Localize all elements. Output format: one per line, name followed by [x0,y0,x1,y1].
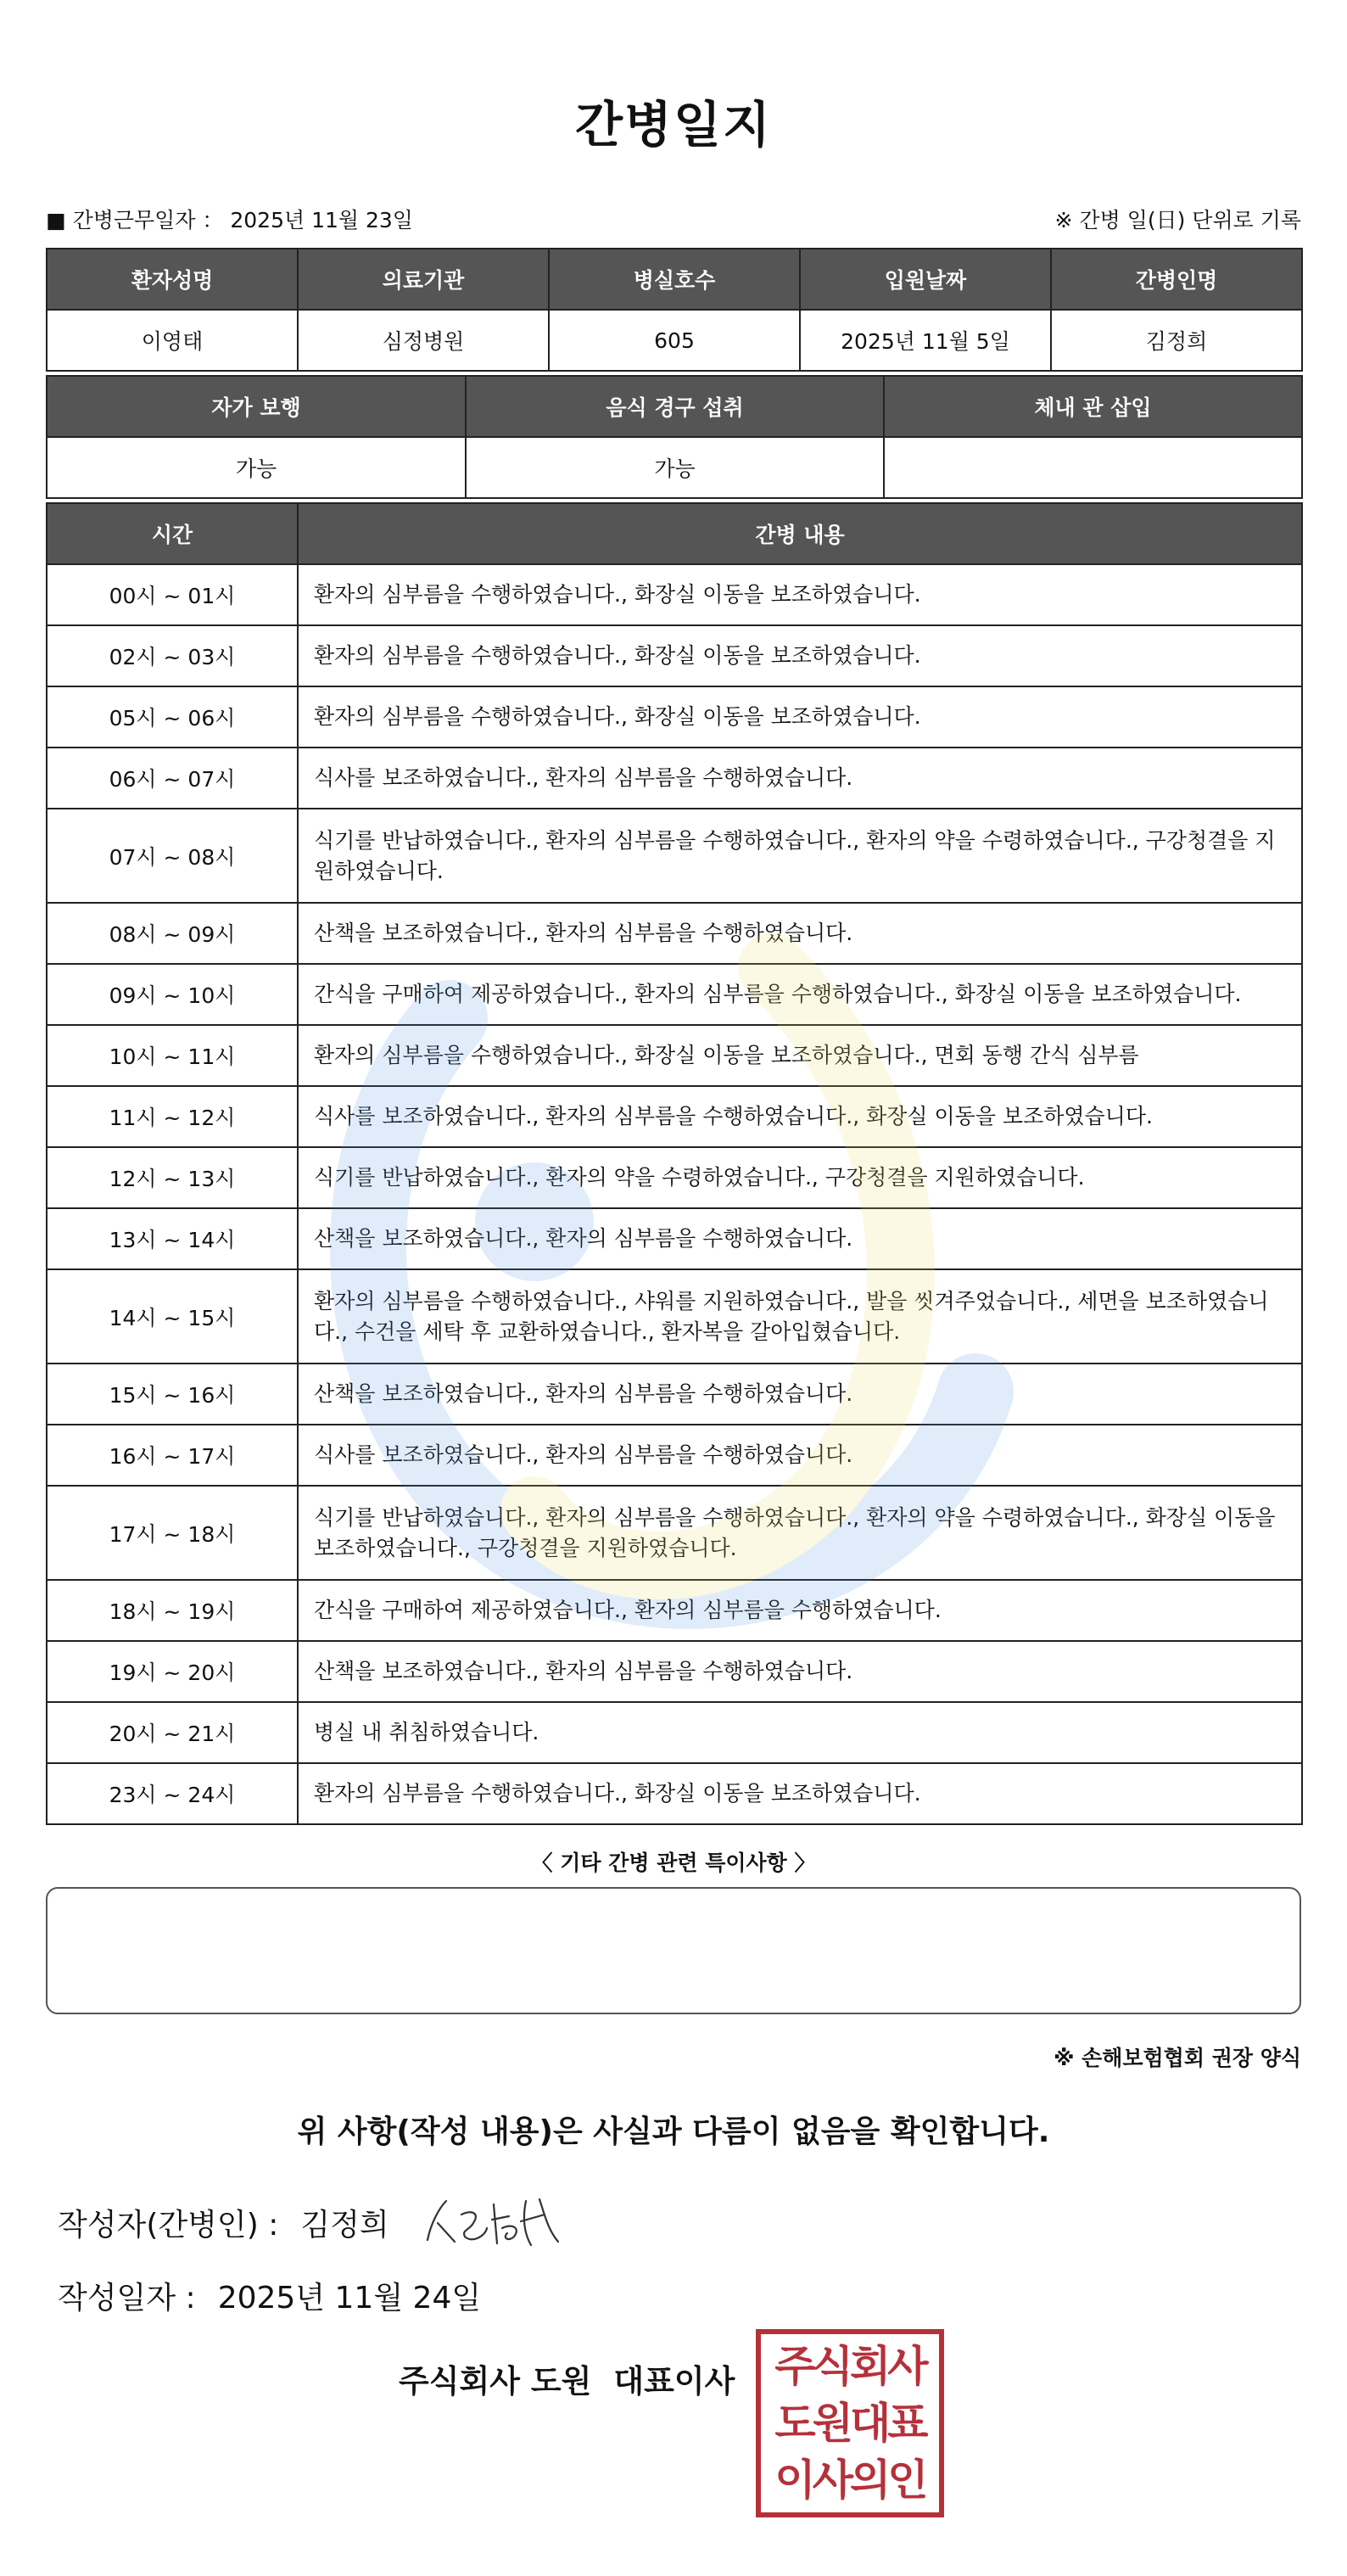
header-time: 시간 [47,503,298,564]
care-log-row [47,1269,1302,1364]
written-date-value: 2025년 11월 24일 [217,2281,482,2316]
log-time: 02시 ~ 03시 [47,625,298,686]
log-time: 07시 ~ 08시 [47,809,298,903]
tube-insertion-value [884,437,1302,498]
meta-row [46,204,1301,238]
room-number: 605 [549,310,800,371]
care-log-row [47,1580,1302,1641]
care-log-row [47,748,1302,809]
care-log-row [47,625,1302,686]
log-content: 식사를 보조하였습니다., 환자의 심부름을 수행하였습니다., 화장실 이동을 보조하였습니다. [298,1086,1302,1147]
self-walking-value: 가능 [47,437,466,498]
log-content: 산책을 보조하였습니다., 환자의 심부름을 수행하였습니다. [298,1208,1302,1269]
writer-label: 작성자(간병인) : [58,2208,279,2243]
care-log-row [47,1025,1302,1086]
care-log-row [47,1425,1302,1486]
log-content: 간식을 구매하여 제공하였습니다., 환자의 심부름을 수행하였습니다. [298,1580,1302,1641]
care-log-row [47,1086,1302,1147]
log-content: 환자의 심부름을 수행하였습니다., 화장실 이동을 보조하였습니다. [298,686,1302,748]
log-content: 환자의 심부름을 수행하였습니다., 화장실 이동을 보조하였습니다. [298,1763,1302,1824]
header-self-walking: 자가 보행 [47,376,466,437]
unit-note: ※ 간병 일(日) 단위로 기록 [1054,208,1301,232]
log-content: 병실 내 취침하였습니다. [298,1702,1302,1763]
log-content: 환자의 심부름을 수행하였습니다., 화장실 이동을 보조하였습니다. [298,625,1302,686]
header-oral-intake: 음식 경구 섭취 [466,376,884,437]
care-log-row [47,1147,1302,1208]
log-content: 산책을 보조하였습니다., 환자의 심부름을 수행하였습니다. [298,1641,1302,1702]
company-seal-stamp [756,2329,944,2517]
log-content: 산책을 보조하였습니다., 환자의 심부름을 수행하였습니다. [298,903,1302,964]
care-log-row [47,1208,1302,1269]
hospital-name: 심정병원 [298,310,549,371]
header-tube-insertion: 체내 관 삽입 [884,376,1302,437]
log-time: 11시 ~ 12시 [47,1086,298,1147]
care-log-row [47,903,1302,964]
log-time: 06시 ~ 07시 [47,748,298,809]
company-role: 대표이사 [613,2363,735,2400]
log-time: 10시 ~ 11시 [47,1025,298,1086]
handwritten-signature [421,2189,565,2254]
log-content: 환자의 심부름을 수행하였습니다., 화장실 이동을 보조하였습니다. [298,564,1302,625]
care-log-row [47,1364,1302,1425]
log-time: 00시 ~ 01시 [47,564,298,625]
care-log-body [47,564,1302,1824]
log-time: 05시 ~ 06시 [47,686,298,748]
care-log-row [47,686,1302,748]
log-time: 09시 ~ 10시 [47,964,298,1025]
log-time: 16시 ~ 17시 [47,1425,298,1486]
log-content: 환자의 심부름을 수행하였습니다., 샤워를 지원하였습니다., 발을 씻겨주었습니다., 세면을 보조하였습니다., 수건을 세탁 후 교환하였습니다., 환자복을 갈아입혔습니다. [298,1269,1302,1364]
log-content: 식사를 보조하였습니다., 환자의 심부름을 수행하였습니다. [298,1425,1302,1486]
special-notes-title: 〈 기타 간병 관련 특이사항 〉 [531,1851,816,1875]
log-content: 간식을 구매하여 제공하였습니다., 환자의 심부름을 수행하였습니다., 화장실 이동을 보조하였습니다. [298,964,1302,1025]
log-time: 14시 ~ 15시 [47,1269,298,1364]
written-date-line [58,2274,481,2317]
log-time: 13시 ~ 14시 [47,1208,298,1269]
care-log-row [47,1486,1302,1580]
header-patient-name: 환자성명 [47,249,298,310]
care-log-row [47,809,1302,903]
log-content: 식기를 반납하였습니다., 환자의 심부름을 수행하였습니다., 환자의 약을 수령하였습니다., 화장실 이동을 보조하였습니다., 구강청결을 지원하였습니다. [298,1486,1302,1580]
writer-name: 김정희 [300,2208,389,2243]
confirmation-statement: 위 사항(작성 내용)은 사실과 다름이 없음을 확인합니다. [297,2114,1050,2149]
special-notes-box [46,1887,1301,2014]
care-log-row [47,964,1302,1025]
writer-line [58,2201,389,2244]
log-time: 15시 ~ 16시 [47,1364,298,1425]
log-time: 23시 ~ 24시 [47,1763,298,1824]
header-room: 병실호수 [549,249,800,310]
log-content: 식기를 반납하였습니다., 환자의 심부름을 수행하였습니다., 환자의 약을 수령하였습니다., 구강청결을 지원하였습니다. [298,809,1302,903]
document-title: 간병일지 [574,96,773,154]
log-content: 환자의 심부름을 수행하였습니다., 화장실 이동을 보조하였습니다., 면회 동행 간식 심부름 [298,1025,1302,1086]
written-date-label: 작성일자 : [58,2281,196,2316]
care-log-table [46,502,1303,1825]
recommend-note: ※ 손해보험협회 권장 양식 [1054,2046,1301,2070]
log-time: 12시 ~ 13시 [47,1147,298,1208]
seal-line: 주식회사 [774,2341,925,2391]
seal-line: 도원대표 [774,2398,925,2448]
care-log-row [47,1763,1302,1824]
log-time: 20시 ~ 21시 [47,1702,298,1763]
header-hospital: 의료기관 [298,249,549,310]
company-name: 주식회사 도원 [399,2363,592,2400]
caregiver-name: 김정희 [1051,310,1302,371]
patient-info-table [46,248,1303,372]
seal-line: 이사의인 [774,2456,925,2506]
patient-name: 이영태 [47,310,298,371]
log-content: 식사를 보조하였습니다., 환자의 심부름을 수행하였습니다. [298,748,1302,809]
log-time: 19시 ~ 20시 [47,1641,298,1702]
log-content: 산책을 보조하였습니다., 환자의 심부름을 수행하였습니다. [298,1364,1302,1425]
log-time: 18시 ~ 19시 [47,1580,298,1641]
header-caregiver-name: 간병인명 [1051,249,1302,310]
log-time: 08시 ~ 09시 [47,903,298,964]
care-log-row [47,564,1302,625]
oral-intake-value: 가능 [466,437,884,498]
header-admission-date: 입원날짜 [800,249,1051,310]
company-line [399,2355,735,2401]
care-log-row [47,1641,1302,1702]
log-time: 17시 ~ 18시 [47,1486,298,1580]
patient-status-table [46,375,1303,499]
work-date: ■ 간병근무일자 ： 2025년 11월 23일 [46,208,413,232]
header-care-content: 간병 내용 [298,503,1302,564]
care-log-row [47,1702,1302,1763]
log-content: 식기를 반납하였습니다., 환자의 약을 수령하였습니다., 구강청결을 지원하였습니다. [298,1147,1302,1208]
admission-date: 2025년 11월 5일 [800,310,1051,371]
